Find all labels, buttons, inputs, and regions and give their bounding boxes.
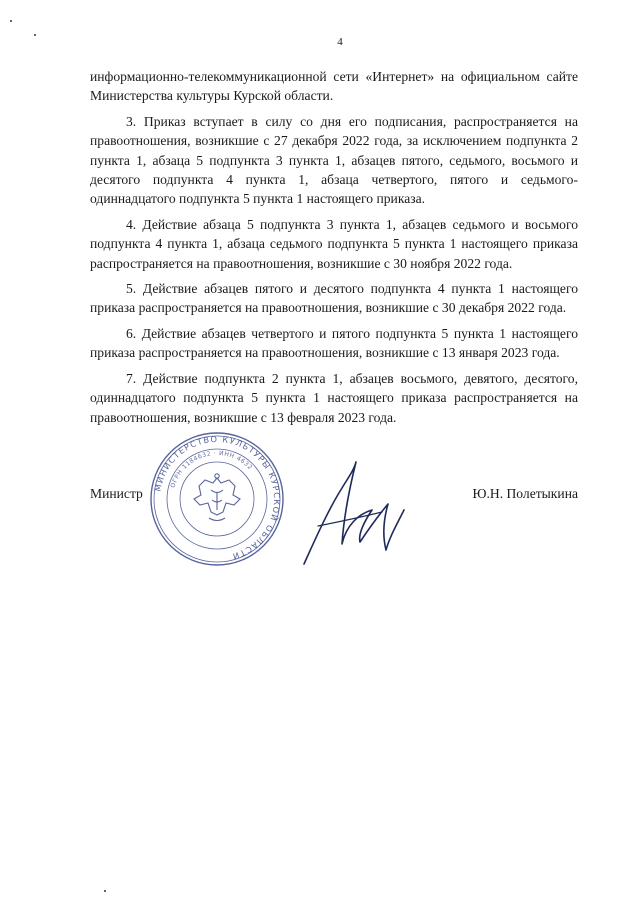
paragraph-item-7: 7. Действие подпункта 2 пункта 1, абзацев восьмого, девятого, десятого, одиннадцатого подпункта 5 пункта 1 настоящего приказа распространяется на правоотношения, возникшие с 13 февраля 2023 года.: [90, 370, 578, 425]
scan-speck: [104, 890, 106, 892]
paragraph-continuation: информационно-телекоммуникационной сети «Интернет» на официальном сайте Министерства культуры Курской области.: [90, 69, 578, 104]
svg-text:ОГРН 1184632 · ИНН 4632: ОГРН 1184632 · ИНН 4632: [169, 449, 254, 489]
page-number: 4: [337, 36, 343, 48]
paragraph-item-3: 3. Приказ вступает в силу со дня его подписания, распространяется на правоотношения, возникшие с 27 декабря 2022 года, за исключением подпункта 2 пункта 1, абзаца 5 подпункта 3 пункта 1, абзацев пятого, седьмого, восьмого и десятого подпункта 4 пункта 1, абзаца четвертого, пятого и седьмого-одиннадцатого подпункта 5 пункта 1 настоящего приказа.: [90, 113, 578, 207]
scan-speck: [10, 20, 12, 22]
handwritten-signature: [298, 452, 408, 570]
scan-speck: [34, 34, 36, 36]
signatory-title: Министр: [90, 486, 143, 501]
paragraph-item-6: 6. Действие абзацев четвертого и пятого подпункта 5 пункта 1 настоящего приказа распространяется на правоотношения, возникшие с 13 января 2023 года.: [90, 325, 578, 361]
paragraph-item-5: 5. Действие абзацев пятого и десятого подпункта 4 пункта 1 настоящего приказа распространяется на правоотношения, возникшие с 30 декабря 2022 года.: [90, 281, 578, 316]
svg-text:МИНИСТЕРСТВО КУЛЬТУРЫ КУРСКОЙ: МИНИСТЕРСТВО КУЛЬТУРЫ КУРСКОЙ ОБЛАСТИ: [152, 433, 283, 562]
paragraph-item-4: 4. Действие абзаца 5 подпункта 3 пункта 1, абзацев седьмого и восьмого подпункта 4 пункта 1, абзаца седьмого подпункта 5 пункта 1 настоящего приказа распространяется на правоотношения, возникшие с 30 ноября 2022 года.: [90, 216, 578, 271]
eagle-emblem-icon: [194, 474, 240, 521]
document-body: [90, 67, 578, 433]
signatory-name: Ю.Н. Полетыкина: [472, 486, 578, 501]
official-seal-stamp: [148, 430, 286, 568]
